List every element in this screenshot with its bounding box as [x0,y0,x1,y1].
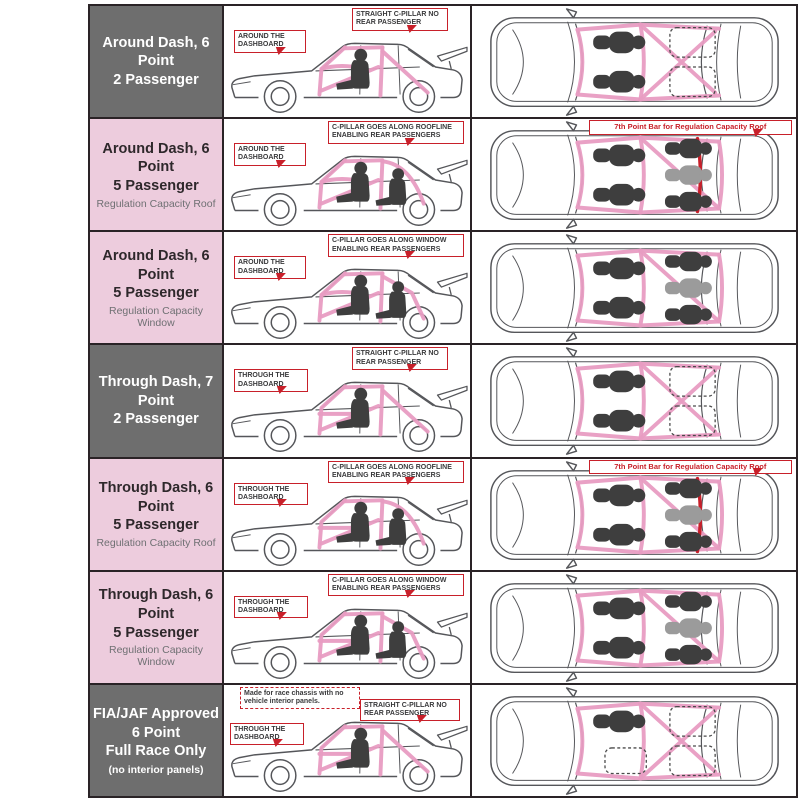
c-pillar-callout: STRAIGHT C-PILLAR NO REAR PASSENGER [352,347,448,370]
config-title-line2: 5 Passenger [113,517,199,534]
dashboard-callout: AROUND THE DASHBOARD [234,256,306,279]
top-view-cell [472,119,796,230]
config-title-line1: Through Dash, 6 Point [98,587,214,622]
config-title-line3: Full Race Only [105,743,207,760]
config-subtitle: Regulation Capacity Window [109,304,203,329]
top-view-cell [472,6,796,117]
side-view-cell [224,345,472,456]
config-title-line1: FIA/JAF Approved [93,706,219,723]
dashboard-callout: THROUGH THE DASHBOARD [234,483,308,506]
c-pillar-callout: STRAIGHT C-PILLAR NO REAR PASSENGER [352,8,448,31]
top-view-cell [472,345,796,456]
configuration-table [88,4,798,798]
top-view-cell [472,459,796,570]
side-view-cell [224,232,472,343]
c-pillar-callout: C-PILLAR GOES ALONG ROOFLINE ENABLING REAR PASSENGERS [328,461,464,484]
car-top-illustration [472,345,796,456]
seventh-point-callout: 7th Point Bar for Regulation Capacity Roof [589,120,792,135]
config-label [90,572,224,683]
config-title-line2: 5 Passenger [113,285,199,302]
side-view-cell [224,685,472,796]
config-row-fia-jaf-full-race [90,685,796,796]
config-label [90,6,224,117]
config-row-through-dash-5pass-window [90,572,796,685]
config-title-line2: 5 Passenger [113,177,199,194]
side-view-cell [224,572,472,683]
dashboard-callout: AROUND THE DASHBOARD [234,143,306,166]
top-view-cell [472,572,796,683]
config-note: (no interior panels) [108,763,204,776]
race-chassis-note: Made for race chassis with no vehicle interior panels. [240,687,360,710]
car-top-illustration [472,459,796,570]
config-title-line1: Around Dash, 6 Point [102,248,210,283]
side-view-cell [224,459,472,570]
config-row-around-dash-5pass-roof [90,119,796,232]
top-view-cell [472,685,796,796]
car-top-illustration [472,685,796,796]
car-top-illustration [472,232,796,343]
config-title-line2: 2 Passenger [113,411,199,428]
dashboard-callout: THROUGH THE DASHBOARD [234,369,308,392]
config-title-line1: Through Dash, 6 Point [98,480,214,515]
side-view-cell [224,119,472,230]
dashboard-callout: AROUND THE DASHBOARD [234,30,306,53]
car-top-illustration [472,6,796,117]
config-title-line1: Through Dash, 7 Point [98,374,214,409]
config-title-line1: Around Dash, 6 Point [102,140,210,176]
config-label [90,685,224,796]
side-view-cell [224,6,472,117]
dashboard-callout: THROUGH THE DASHBOARD [230,723,304,746]
c-pillar-callout: C-PILLAR GOES ALONG WINDOW ENABLING REAR PASSENGERS [328,234,464,257]
config-label [90,232,224,343]
config-label [90,345,224,456]
config-row-around-dash-5pass-window [90,232,796,345]
config-subtitle: Regulation Capacity Window [109,644,203,669]
config-title-line2: 6 Point [131,724,181,741]
config-subtitle: Regulation Capacity Roof [96,197,216,210]
seventh-point-callout: 7th Point Bar for Regulation Capacity Roof [589,460,792,475]
dashboard-callout: THROUGH THE DASHBOARD [234,596,308,619]
config-title-line1: Around Dash, 6 Point [102,34,210,70]
c-pillar-callout: STRAIGHT C-PILLAR NO REAR PASSENGER [360,699,460,722]
car-top-illustration [472,119,796,230]
config-row-through-dash-5pass-roof [90,459,796,572]
top-view-cell [472,232,796,343]
car-top-illustration [472,572,796,683]
config-label [90,119,224,230]
config-label [90,459,224,570]
c-pillar-callout: C-PILLAR GOES ALONG WINDOW ENABLING REAR PASSENGERS [328,574,464,597]
c-pillar-callout: C-PILLAR GOES ALONG ROOFLINE ENABLING REAR PASSENGERS [328,121,464,144]
config-row-through-dash-2pass [90,345,796,458]
config-title-line2: 2 Passenger [113,71,199,88]
config-subtitle: Regulation Capacity Roof [96,536,216,549]
config-title-line2: 5 Passenger [113,624,199,641]
config-row-around-dash-2pass [90,6,796,119]
